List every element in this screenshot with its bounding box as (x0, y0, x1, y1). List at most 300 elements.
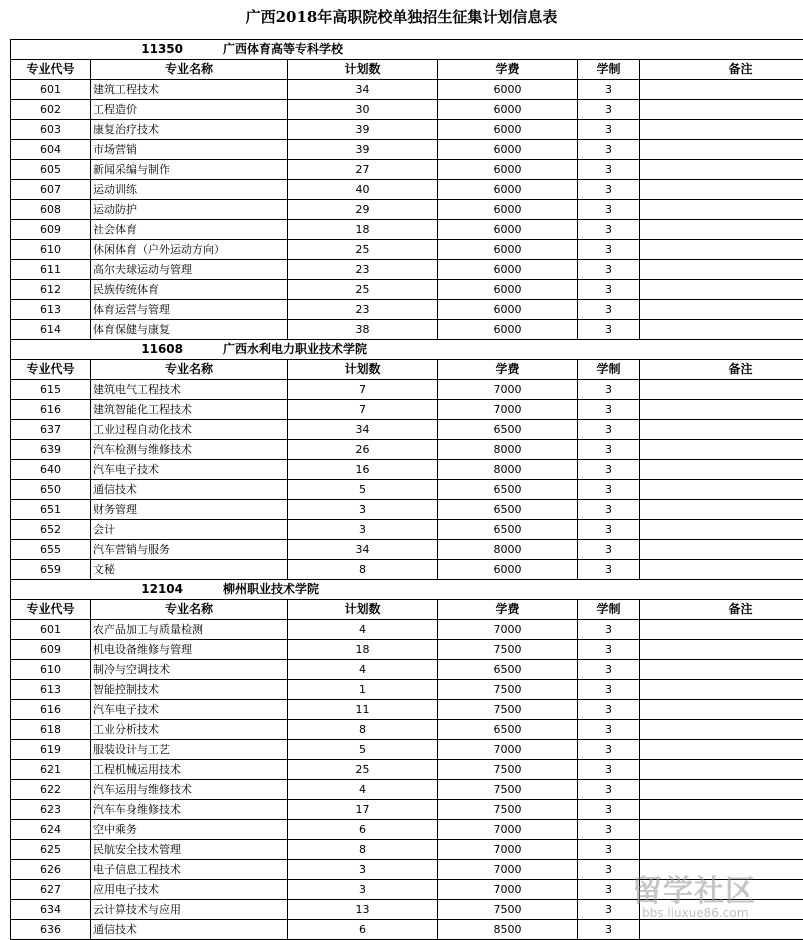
table-row (11, 680, 803, 700)
major-code-cell: 655 (11, 540, 91, 560)
remarks-cell (640, 880, 803, 900)
major-code-cell: 613 (11, 300, 91, 320)
major-code-cell: 608 (11, 200, 91, 220)
duration-cell: 3 (578, 720, 640, 740)
tuition-cell: 6000 (438, 220, 578, 240)
table-row (11, 740, 803, 760)
remarks-cell (640, 660, 803, 680)
major-code-cell: 652 (11, 520, 91, 540)
major-code-cell: 624 (11, 820, 91, 840)
table-row (11, 660, 803, 680)
duration-cell: 3 (578, 300, 640, 320)
major-code-cell: 609 (11, 220, 91, 240)
table-row (11, 620, 803, 640)
school-header-cell (11, 340, 803, 360)
remarks-cell (640, 420, 803, 440)
school-header-cell (11, 580, 803, 600)
plan-count-cell: 3 (288, 520, 438, 540)
major-code-cell: 610 (11, 240, 91, 260)
school-name: 广西水利电力职业技术学院 (223, 340, 367, 359)
major-name-cell: 工程机械运用技术 (91, 760, 288, 780)
column-header-duration: 学制 (578, 600, 640, 620)
duration-cell: 3 (578, 200, 640, 220)
major-name-cell: 智能控制技术 (91, 680, 288, 700)
tuition-cell: 7500 (438, 900, 578, 920)
table-row (11, 900, 803, 920)
duration-cell: 3 (578, 760, 640, 780)
plan-count-cell: 23 (288, 260, 438, 280)
duration-cell: 3 (578, 120, 640, 140)
table-row (11, 180, 803, 200)
remarks-cell (640, 80, 803, 100)
major-name-cell: 汽车电子技术 (91, 700, 288, 720)
duration-cell: 3 (578, 500, 640, 520)
page-title: 广西2018年高职院校单独招生征集计划信息表 (0, 3, 803, 31)
school-header-row (11, 580, 803, 600)
tuition-cell: 7500 (438, 800, 578, 820)
duration-cell: 3 (578, 680, 640, 700)
table-row (11, 160, 803, 180)
tuition-cell: 7500 (438, 780, 578, 800)
table-row (11, 500, 803, 520)
major-name-cell: 工业分析技术 (91, 720, 288, 740)
tuition-cell: 7000 (438, 880, 578, 900)
table-row (11, 860, 803, 880)
remarks-cell (640, 920, 803, 940)
tuition-cell: 6000 (438, 160, 578, 180)
duration-cell: 3 (578, 320, 640, 340)
tuition-cell: 7000 (438, 380, 578, 400)
column-header-major-name: 专业名称 (91, 360, 288, 380)
table-row (11, 820, 803, 840)
column-header-row (11, 600, 803, 620)
remarks-cell (640, 740, 803, 760)
tuition-cell: 6000 (438, 240, 578, 260)
enrollment-plan-table (10, 39, 803, 940)
duration-cell: 3 (578, 440, 640, 460)
major-name-cell: 民族传统体育 (91, 280, 288, 300)
table-row (11, 400, 803, 420)
major-name-cell: 运动训练 (91, 180, 288, 200)
tuition-cell: 6000 (438, 120, 578, 140)
major-name-cell: 通信技术 (91, 480, 288, 500)
major-code-cell: 640 (11, 460, 91, 480)
duration-cell: 3 (578, 480, 640, 500)
tuition-cell: 7000 (438, 620, 578, 640)
plan-count-cell: 5 (288, 740, 438, 760)
tuition-cell: 6000 (438, 260, 578, 280)
plan-count-cell: 39 (288, 140, 438, 160)
duration-cell: 3 (578, 900, 640, 920)
tuition-cell: 8500 (438, 920, 578, 940)
major-name-cell: 市场营销 (91, 140, 288, 160)
table-row (11, 320, 803, 340)
column-header-major-code: 专业代号 (11, 60, 91, 80)
school-name: 柳州职业技术学院 (223, 580, 319, 599)
remarks-cell (640, 200, 803, 220)
plan-count-cell: 16 (288, 460, 438, 480)
major-name-cell: 社会体育 (91, 220, 288, 240)
plan-count-cell: 6 (288, 820, 438, 840)
remarks-cell (640, 260, 803, 280)
major-code-cell: 625 (11, 840, 91, 860)
major-code-cell: 609 (11, 640, 91, 660)
major-code-cell: 621 (11, 760, 91, 780)
major-name-cell: 汽车检测与维修技术 (91, 440, 288, 460)
duration-cell: 3 (578, 780, 640, 800)
table-row (11, 100, 803, 120)
major-name-cell: 机电设备维修与管理 (91, 640, 288, 660)
major-name-cell: 体育保健与康复 (91, 320, 288, 340)
major-code-cell: 626 (11, 860, 91, 880)
remarks-cell (640, 680, 803, 700)
duration-cell: 3 (578, 700, 640, 720)
tuition-cell: 8000 (438, 440, 578, 460)
column-header-row (11, 360, 803, 380)
column-header-plan-count: 计划数 (288, 60, 438, 80)
duration-cell: 3 (578, 920, 640, 940)
duration-cell: 3 (578, 460, 640, 480)
plan-count-cell: 25 (288, 760, 438, 780)
tuition-cell: 6500 (438, 660, 578, 680)
remarks-cell (640, 100, 803, 120)
remarks-cell (640, 780, 803, 800)
column-header-duration: 学制 (578, 360, 640, 380)
remarks-cell (640, 220, 803, 240)
table-row (11, 140, 803, 160)
duration-cell: 3 (578, 160, 640, 180)
major-code-cell: 601 (11, 620, 91, 640)
major-name-cell: 汽车运用与维修技术 (91, 780, 288, 800)
tuition-cell: 7000 (438, 840, 578, 860)
tuition-cell: 7000 (438, 860, 578, 880)
column-header-tuition: 学费 (438, 360, 578, 380)
remarks-cell (640, 820, 803, 840)
major-code-cell: 601 (11, 80, 91, 100)
major-code-cell: 615 (11, 380, 91, 400)
table-row (11, 120, 803, 140)
duration-cell: 3 (578, 220, 640, 240)
table-row (11, 540, 803, 560)
remarks-cell (640, 460, 803, 480)
plan-count-cell: 5 (288, 480, 438, 500)
plan-count-cell: 34 (288, 540, 438, 560)
watermark-url: bbs.liuxue86.com (642, 906, 748, 920)
remarks-cell (640, 400, 803, 420)
remarks-cell (640, 540, 803, 560)
tuition-cell: 7000 (438, 740, 578, 760)
plan-count-cell: 17 (288, 800, 438, 820)
plan-count-cell: 3 (288, 500, 438, 520)
major-name-cell: 建筑电气工程技术 (91, 380, 288, 400)
remarks-cell (640, 480, 803, 500)
remarks-cell (640, 900, 803, 920)
remarks-cell (640, 500, 803, 520)
remarks-cell (640, 520, 803, 540)
major-name-cell: 电子信息工程技术 (91, 860, 288, 880)
plan-count-cell: 34 (288, 80, 438, 100)
table-row (11, 80, 803, 100)
column-header-tuition: 学费 (438, 60, 578, 80)
column-header-remarks: 备注 (640, 60, 803, 80)
tuition-cell: 6000 (438, 100, 578, 120)
major-name-cell: 通信技术 (91, 920, 288, 940)
major-name-cell: 建筑智能化工程技术 (91, 400, 288, 420)
table-row (11, 700, 803, 720)
duration-cell: 3 (578, 560, 640, 580)
major-name-cell: 康复治疗技术 (91, 120, 288, 140)
column-header-row (11, 60, 803, 80)
remarks-cell (640, 840, 803, 860)
tuition-cell: 7000 (438, 820, 578, 840)
table-row (11, 460, 803, 480)
tuition-cell: 8000 (438, 460, 578, 480)
table-row (11, 200, 803, 220)
major-code-cell: 650 (11, 480, 91, 500)
major-name-cell: 工程造价 (91, 100, 288, 120)
duration-cell: 3 (578, 520, 640, 540)
column-header-major-code: 专业代号 (11, 600, 91, 620)
table-row (11, 640, 803, 660)
tuition-cell: 6500 (438, 720, 578, 740)
remarks-cell (640, 860, 803, 880)
major-name-cell: 运动防护 (91, 200, 288, 220)
duration-cell: 3 (578, 400, 640, 420)
duration-cell: 3 (578, 420, 640, 440)
major-code-cell: 636 (11, 920, 91, 940)
table-row (11, 280, 803, 300)
column-header-plan-count: 计划数 (288, 360, 438, 380)
major-name-cell: 应用电子技术 (91, 880, 288, 900)
tuition-cell: 6000 (438, 80, 578, 100)
major-code-cell: 627 (11, 880, 91, 900)
table-row (11, 880, 803, 900)
major-code-cell: 623 (11, 800, 91, 820)
major-code-cell: 651 (11, 500, 91, 520)
plan-count-cell: 23 (288, 300, 438, 320)
column-header-plan-count: 计划数 (288, 600, 438, 620)
duration-cell: 3 (578, 640, 640, 660)
plan-count-cell: 27 (288, 160, 438, 180)
major-name-cell: 民航安全技术管理 (91, 840, 288, 860)
school-header-row (11, 40, 803, 60)
remarks-cell (640, 720, 803, 740)
major-code-cell: 611 (11, 260, 91, 280)
tuition-cell: 7500 (438, 680, 578, 700)
remarks-cell (640, 280, 803, 300)
plan-count-cell: 29 (288, 200, 438, 220)
school-code: 12104 (13, 580, 223, 599)
major-code-cell: 659 (11, 560, 91, 580)
watermark-logo-text: 留学社区 (632, 866, 756, 910)
remarks-cell (640, 180, 803, 200)
major-code-cell: 619 (11, 740, 91, 760)
plan-count-cell: 7 (288, 380, 438, 400)
major-code-cell: 604 (11, 140, 91, 160)
major-code-cell: 618 (11, 720, 91, 740)
school-header-cell (11, 40, 803, 60)
major-code-cell: 612 (11, 280, 91, 300)
plan-count-cell: 1 (288, 680, 438, 700)
remarks-cell (640, 640, 803, 660)
tuition-cell: 6000 (438, 200, 578, 220)
remarks-cell (640, 700, 803, 720)
table-row (11, 420, 803, 440)
table-row (11, 440, 803, 460)
remarks-cell (640, 760, 803, 780)
plan-count-cell: 34 (288, 420, 438, 440)
major-name-cell: 高尔夫球运动与管理 (91, 260, 288, 280)
table-row (11, 920, 803, 940)
table-row (11, 760, 803, 780)
tuition-cell: 6500 (438, 480, 578, 500)
remarks-cell (640, 120, 803, 140)
plan-count-cell: 40 (288, 180, 438, 200)
duration-cell: 3 (578, 860, 640, 880)
plan-count-cell: 3 (288, 880, 438, 900)
table-row (11, 300, 803, 320)
duration-cell: 3 (578, 240, 640, 260)
table-row (11, 220, 803, 240)
remarks-cell (640, 800, 803, 820)
tuition-cell: 7500 (438, 640, 578, 660)
column-header-major-name: 专业名称 (91, 600, 288, 620)
tuition-cell: 6500 (438, 500, 578, 520)
plan-count-cell: 30 (288, 100, 438, 120)
major-name-cell: 体育运营与管理 (91, 300, 288, 320)
remarks-cell (640, 620, 803, 640)
plan-count-cell: 39 (288, 120, 438, 140)
tuition-cell: 6000 (438, 320, 578, 340)
major-name-cell: 汽车车身维修技术 (91, 800, 288, 820)
major-code-cell: 602 (11, 100, 91, 120)
table-row (11, 800, 803, 820)
major-code-cell: 610 (11, 660, 91, 680)
major-code-cell: 613 (11, 680, 91, 700)
school-header-row (11, 340, 803, 360)
duration-cell: 3 (578, 840, 640, 860)
duration-cell: 3 (578, 620, 640, 640)
table-row (11, 480, 803, 500)
plan-count-cell: 18 (288, 220, 438, 240)
major-name-cell: 建筑工程技术 (91, 80, 288, 100)
major-code-cell: 639 (11, 440, 91, 460)
major-name-cell: 农产品加工与质量检测 (91, 620, 288, 640)
plan-count-cell: 26 (288, 440, 438, 460)
table-row (11, 520, 803, 540)
column-header-remarks: 备注 (640, 360, 803, 380)
major-code-cell: 605 (11, 160, 91, 180)
remarks-cell (640, 240, 803, 260)
duration-cell: 3 (578, 660, 640, 680)
remarks-cell (640, 320, 803, 340)
major-name-cell: 财务管理 (91, 500, 288, 520)
table-row (11, 240, 803, 260)
school-code: 11608 (13, 340, 223, 359)
table-row (11, 840, 803, 860)
school-name: 广西体育高等专科学校 (223, 40, 343, 59)
school-code: 11350 (13, 40, 223, 59)
major-name-cell: 文秘 (91, 560, 288, 580)
plan-count-cell: 3 (288, 860, 438, 880)
duration-cell: 3 (578, 100, 640, 120)
duration-cell: 3 (578, 280, 640, 300)
plan-count-cell: 6 (288, 920, 438, 940)
table-row (11, 260, 803, 280)
table-row (11, 780, 803, 800)
remarks-cell (640, 440, 803, 460)
column-header-tuition: 学费 (438, 600, 578, 620)
major-code-cell: 616 (11, 400, 91, 420)
duration-cell: 3 (578, 140, 640, 160)
major-code-cell: 614 (11, 320, 91, 340)
major-name-cell: 服装设计与工艺 (91, 740, 288, 760)
major-name-cell: 休闲体育（户外运动方向） (91, 240, 288, 260)
tuition-cell: 7000 (438, 400, 578, 420)
column-header-remarks: 备注 (640, 600, 803, 620)
plan-count-cell: 13 (288, 900, 438, 920)
plan-count-cell: 4 (288, 620, 438, 640)
column-header-major-code: 专业代号 (11, 360, 91, 380)
remarks-cell (640, 160, 803, 180)
duration-cell: 3 (578, 820, 640, 840)
duration-cell: 3 (578, 800, 640, 820)
remarks-cell (640, 560, 803, 580)
remarks-cell (640, 380, 803, 400)
plan-count-cell: 8 (288, 840, 438, 860)
plan-count-cell: 8 (288, 720, 438, 740)
tuition-cell: 6000 (438, 180, 578, 200)
tuition-cell: 6000 (438, 140, 578, 160)
plan-count-cell: 4 (288, 780, 438, 800)
plan-count-cell: 18 (288, 640, 438, 660)
major-code-cell: 634 (11, 900, 91, 920)
tuition-cell: 6000 (438, 560, 578, 580)
plan-count-cell: 25 (288, 280, 438, 300)
plan-count-cell: 7 (288, 400, 438, 420)
tuition-cell: 6000 (438, 280, 578, 300)
table-row (11, 560, 803, 580)
duration-cell: 3 (578, 540, 640, 560)
tuition-cell: 8000 (438, 540, 578, 560)
major-name-cell: 云计算技术与应用 (91, 900, 288, 920)
major-name-cell: 汽车电子技术 (91, 460, 288, 480)
tuition-cell: 7500 (438, 760, 578, 780)
table-row (11, 720, 803, 740)
duration-cell: 3 (578, 260, 640, 280)
plan-count-cell: 38 (288, 320, 438, 340)
tuition-cell: 7500 (438, 700, 578, 720)
major-code-cell: 603 (11, 120, 91, 140)
column-header-duration: 学制 (578, 60, 640, 80)
plan-count-cell: 25 (288, 240, 438, 260)
major-name-cell: 会计 (91, 520, 288, 540)
major-name-cell: 空中乘务 (91, 820, 288, 840)
remarks-cell (640, 300, 803, 320)
duration-cell: 3 (578, 80, 640, 100)
duration-cell: 3 (578, 180, 640, 200)
major-code-cell: 637 (11, 420, 91, 440)
table-row (11, 380, 803, 400)
major-name-cell: 制冷与空调技术 (91, 660, 288, 680)
major-name-cell: 工业过程自动化技术 (91, 420, 288, 440)
major-name-cell: 汽车营销与服务 (91, 540, 288, 560)
major-code-cell: 622 (11, 780, 91, 800)
tuition-cell: 6000 (438, 300, 578, 320)
tuition-cell: 6500 (438, 520, 578, 540)
column-header-major-name: 专业名称 (91, 60, 288, 80)
duration-cell: 3 (578, 740, 640, 760)
